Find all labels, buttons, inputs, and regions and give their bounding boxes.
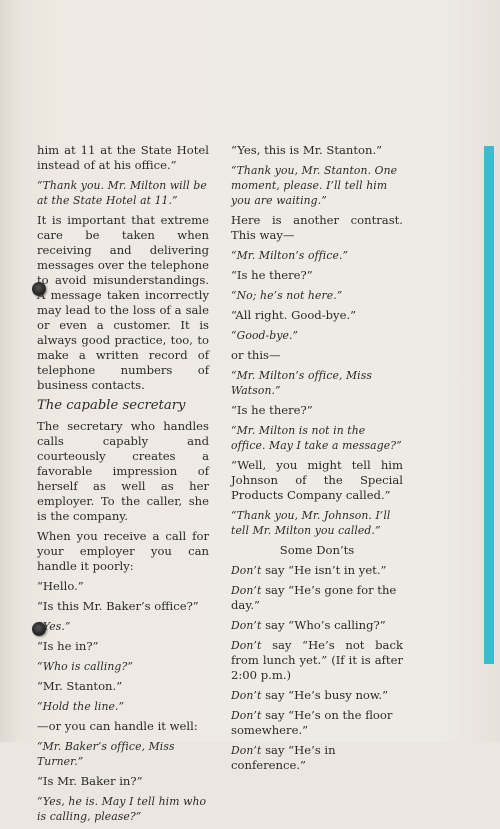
dont-item xyxy=(231,618,403,633)
dialogue-line: “Is he there?” xyxy=(231,403,313,417)
donts-title: Some Don’ts xyxy=(279,543,355,557)
left-column xyxy=(37,143,209,829)
dont-label: Don’t xyxy=(231,689,262,702)
dont-label: Don’t xyxy=(231,744,262,757)
dont-text: say “He’s not back from lunch yet.” (If it is after 2:00 p.m.) xyxy=(231,638,403,682)
dont-text: say “He’s busy now.” xyxy=(261,688,389,702)
dont-item xyxy=(231,743,403,773)
dont-label: Don’t xyxy=(231,709,262,722)
paragraph: him at 11 at the State Hotel instead of at his office.” xyxy=(37,143,209,172)
dialogue-line: “Yes, this is Mr. Stanton.” xyxy=(231,143,383,157)
dont-text: say “He’s gone for the day.” xyxy=(231,583,397,612)
dialogue-line: “No; he’s not here.” xyxy=(231,289,343,302)
dont-item xyxy=(231,563,403,578)
paragraph: The secretary who handles calls capably and courteously creates a favorable impression of herself as well as her employer. To the caller, she is the company. xyxy=(37,419,209,523)
section-heading: The capable secretary xyxy=(37,398,186,413)
quote: “Thank you. Mr. Milton will be at the State Hotel at 11.” xyxy=(37,179,207,207)
paragraph: Here is another contrast. This way— xyxy=(231,213,403,242)
dialogue-line: “Yes, he is. May I tell him who is calling, please?” xyxy=(37,795,207,823)
right-column xyxy=(231,143,403,778)
dialogue-line: “Yes.” xyxy=(37,620,71,633)
dialogue-line: “Is this Mr. Baker’s office?” xyxy=(37,599,199,613)
dont-item xyxy=(231,583,403,613)
dont-text: say “He isn’t in yet.” xyxy=(261,563,387,577)
paragraph: When you receive a call for your employer you can handle it poorly: xyxy=(37,529,209,573)
dialogue-line: “Well, you might tell him Johnson of the Special Products Company called.” xyxy=(231,458,403,502)
dont-text: say “Who’s calling?” xyxy=(261,618,386,632)
dialogue-line: “Is he in?” xyxy=(37,639,99,653)
dont-item xyxy=(231,688,403,703)
dont-label: Don’t xyxy=(231,584,262,597)
dialogue-line: “Mr. Stanton.” xyxy=(37,679,123,693)
dialogue-line: “Mr. Baker’s office, Miss Turner.” xyxy=(37,740,175,768)
dont-text: say “He’s in conference.” xyxy=(231,743,336,772)
dialogue-line: “Mr. Milton is not in the office. May I take a message?” xyxy=(231,424,402,452)
dialogue-line: “Good-bye.” xyxy=(231,329,299,342)
dont-item xyxy=(231,708,403,738)
dialogue-line: “Is he there?” xyxy=(231,268,313,282)
dont-label: Don’t xyxy=(231,564,262,577)
dialogue-line: “Thank you, Mr. Johnson. I’ll tell Mr. Milton you called.” xyxy=(231,509,391,537)
dialogue-line: or this— xyxy=(231,348,281,362)
dialogue-line: “Mr. Milton’s office.” xyxy=(231,249,349,262)
dialogue-line: “Who is calling?” xyxy=(37,660,133,673)
paragraph: It is important that extreme care be taken when receiving and delivering messages over the telephone to avoid misunderstandings. A message taken incorrectly may lead to the loss of a sale or even a customer. It is always good practice, too, to make a written record of telephone numbers of business contacts. xyxy=(37,213,209,392)
dialogue-line: —or you can handle it well: xyxy=(37,719,198,733)
dialogue-line: “Is Mr. Baker in?” xyxy=(37,774,143,788)
dialogue-line: “Hello.” xyxy=(37,579,84,593)
dont-label: Don’t xyxy=(231,639,262,652)
dialogue-line: “All right. Good-bye.” xyxy=(231,308,357,322)
dont-text: say “He’s on the floor somewhere.” xyxy=(231,708,393,737)
dialogue-line: “Thank you, Mr. Stanton. One moment, please. I’ll tell him you are waiting.” xyxy=(231,164,398,207)
dialogue-line: “Mr. Milton’s office, Miss Watson.” xyxy=(231,369,373,397)
dont-item xyxy=(231,638,403,683)
dont-label: Don’t xyxy=(231,619,262,632)
dialogue-line: “Hold the line.” xyxy=(37,700,125,713)
edge-tab-marker xyxy=(484,146,494,664)
